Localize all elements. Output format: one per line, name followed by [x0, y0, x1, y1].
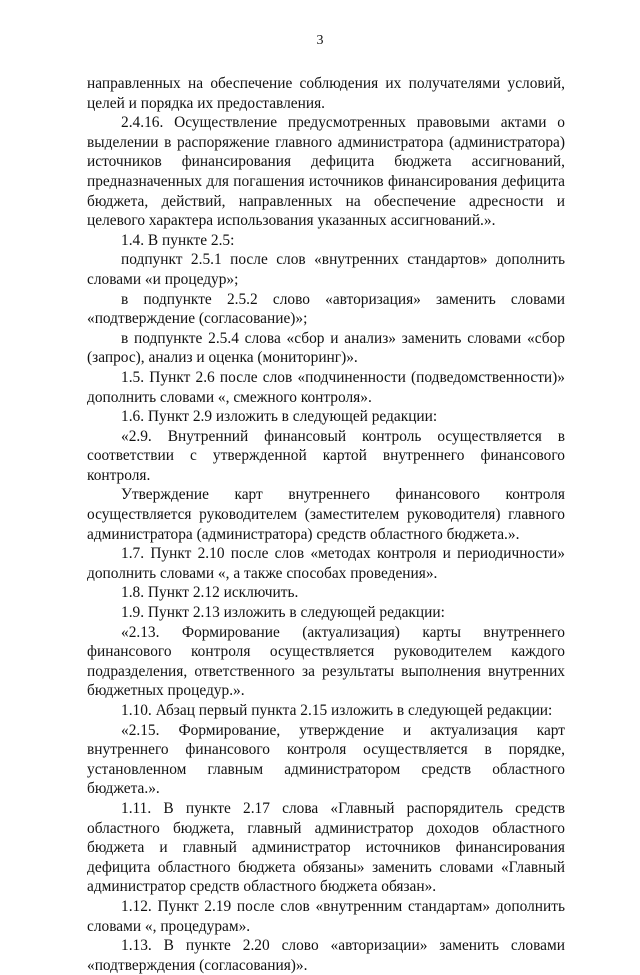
paragraph: в подпункте 2.5.2 слово «авторизация» заменить словами «подтверждение (согласование)»; — [87, 290, 565, 328]
document-body — [87, 74, 565, 975]
paragraph: «2.13. Формирование (актуализация) карты внутреннего финансового контроля осуществляется руководителем каждого подразделения, ответственного за результаты выполнения внутренних бюджетных процедур.». — [87, 623, 565, 700]
paragraph: 1.11. В пункте 2.17 слова «Главный распорядитель средств областного бюджета, главный администратор доходов областного бюджета и главный администратор источников финансирования дефицита областного бюджета обязаны» заменить словами «Главный администратор средств областного бюджета обязан». — [87, 799, 565, 896]
paragraph: 1.4. В пункте 2.5: — [121, 231, 235, 249]
page-number: 3 — [316, 33, 324, 48]
paragraph: 1.7. Пункт 2.10 после слов «методах контроля и периодичности» дополнить словами «, а также способах проведения». — [87, 545, 565, 582]
paragraph: 1.13. В пункте 2.20 слово «авторизации» заменить словами «подтверждения (согласования)». — [87, 937, 565, 974]
paragraph: 1.6. Пункт 2.9 изложить в следующей редакции: — [121, 408, 438, 426]
paragraph: 1.8. Пункт 2.12 исключить. — [121, 584, 299, 602]
paragraph: подпункт 2.5.1 после слов «внутренних стандартов» дополнить словами «и процедур»; — [87, 251, 565, 288]
paragraph: 1.10. Абзац первый пункта 2.15 изложить в следующей редакции: — [121, 702, 553, 719]
paragraph: 1.5. Пункт 2.6 после слов «подчиненности (подведомственности)» дополнить словами «, смежного контроля». — [87, 368, 565, 406]
paragraph: 1.9. Пункт 2.13 изложить в следующей редакции: — [121, 604, 445, 622]
paragraph: 1.12. Пункт 2.19 после слов «внутренним стандартам» дополнить словами «, процедурам». — [87, 897, 565, 935]
paragraph: в подпункте 2.5.4 слова «сбор и анализ» заменить словами «сбор (запрос), анализ и оценка (мониторинг)». — [87, 329, 565, 367]
paragraph: направленных на обеспечение соблюдения их получателями условий, целей и порядка их предоставления. — [87, 75, 565, 112]
paragraph: Утверждение карт внутреннего финансового контроля осуществляется руководителем (заместителем руководителя) главного администратора (администратора) средств областного бюджета.». — [87, 486, 565, 543]
paragraph: «2.15. Формирование, утверждение и актуализация карт внутреннего финансового контроля осуществляется в порядке, установленном главным администратором средств областного бюджета.». — [87, 721, 565, 798]
paragraph: «2.9. Внутренний финансовый контроль осуществляется в соответствии с утвержденной картой внутреннего финансового контроля. — [87, 427, 565, 484]
paragraph: 2.4.16. Осуществление предусмотренных правовыми актами о выделении в распоряжение главного администратора (администратора) источников финансирования дефицита бюджета ассигнований, предназначенных для погашения источников финансирования дефицита бюджета, действий, направленных на обеспечение адресности и целевого характера использования указанных ассигнований.». — [87, 114, 565, 230]
